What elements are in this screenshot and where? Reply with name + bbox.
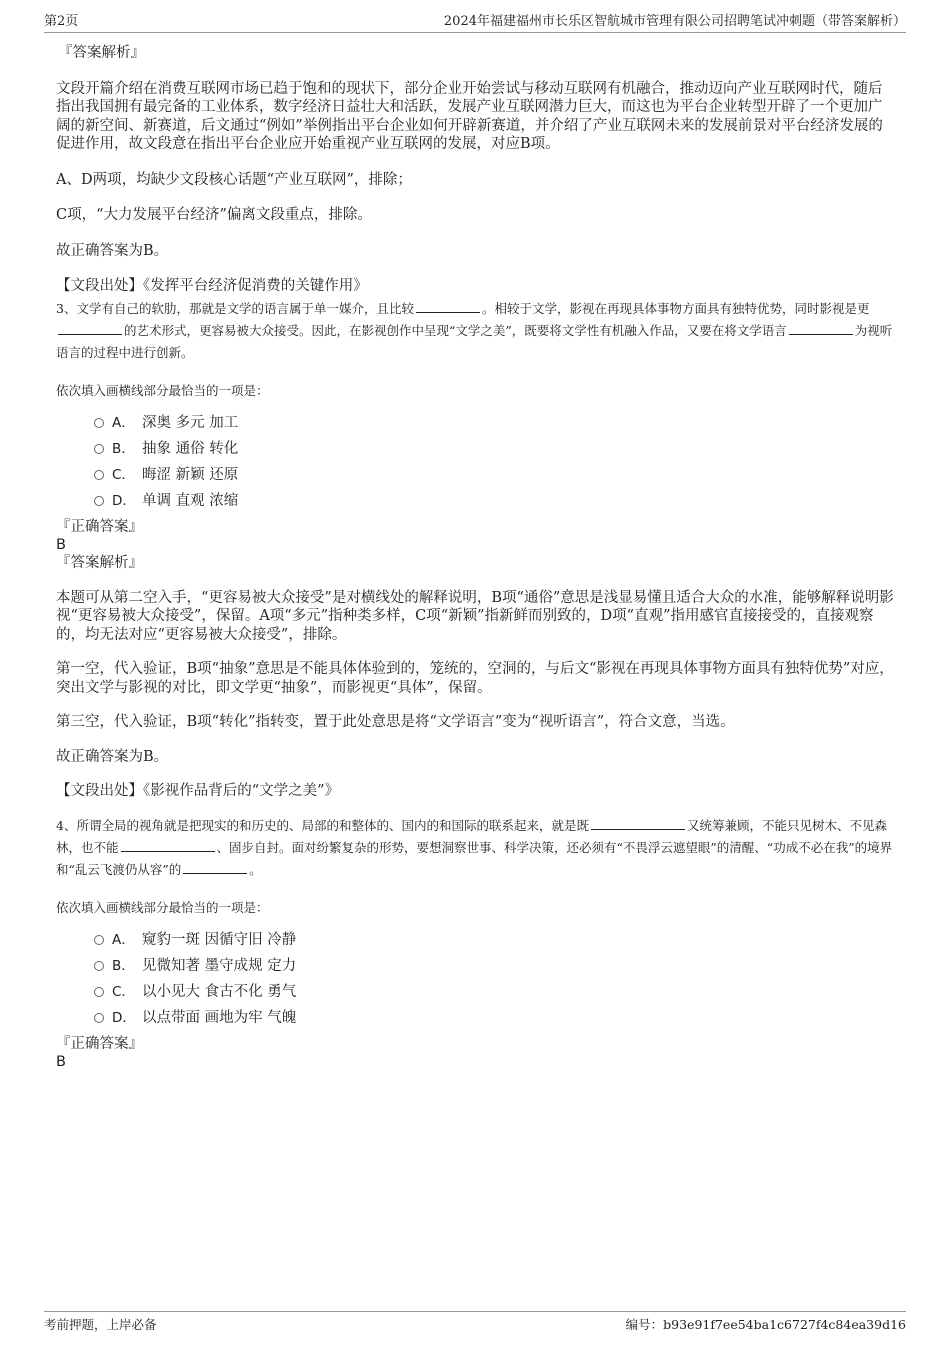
radio-icon[interactable]: [94, 470, 104, 480]
stem-text: 、固步自封。面对纷繁复杂的形势，要想洞察世事、科学决策，还必须有“不畏浮云遮望眼”的清醒、“功成不必在我”的境界和“乱云飞渡仍从容”的: [56, 839, 893, 877]
option-letter: A．: [112, 931, 135, 948]
option-a[interactable]: [94, 927, 894, 953]
analysis-label: 『答案解析』: [56, 555, 143, 571]
options-list: [56, 927, 894, 1031]
option-letter: C．: [112, 466, 135, 483]
option-d[interactable]: [94, 488, 894, 514]
question-stem: [56, 298, 894, 364]
blank-line: [416, 298, 480, 313]
question-prompt: 依次填入画横线部分最恰当的一项是：: [56, 382, 269, 398]
radio-icon[interactable]: [94, 935, 104, 945]
radio-icon[interactable]: [94, 961, 104, 971]
radio-icon[interactable]: [94, 418, 104, 428]
option-text: 以点带面 画地为牢 气魄: [142, 1009, 297, 1026]
option-b[interactable]: [94, 436, 894, 462]
option-text: 以小见大 食古不化 勇气: [142, 983, 297, 1000]
passage-source: 【文段出处】《发挥平台经济促消费的关键作用》: [56, 278, 368, 294]
stem-text: 的艺术形式，更容易被大众接受。因此，在影视创作中呈现“文学之美”，既要将文学性有机融入作品，又要在将文学语言: [124, 322, 787, 338]
stem-text: 。: [249, 861, 262, 877]
analysis-paragraph: C项，“大力发展平台经济”偏离文段重点，排除。: [56, 207, 372, 223]
option-d[interactable]: [94, 1005, 894, 1031]
option-text: 单调 直观 浓缩: [142, 492, 239, 509]
analysis-paragraph: 第一空，代入验证，B项“抽象”意思是不能具体体验到的，笼统的，空洞的，与后文“影视在再现具体事物方面具有独特优势”对应，突出文学与影视的对比，即文学更“抽象”，而影视更“具体”，保留。: [56, 661, 894, 696]
document-title: 2024年福建福州市长乐区智航城市管理有限公司招聘笔试冲刺题（带答案解析）: [443, 14, 906, 29]
analysis-paragraph: 本题可从第二空入手，“更容易被大众接受”是对横线处的解释说明，B项“通俗”意思是浅显易懂且适合大众的水准，能够解释说明影视“更容易被大众接受”，保留。A项“多元”指种类多样，C项“新颖”指新鲜而别致的，D项“直观”指用感官直接接受的，直接观察的，均无法对应“更容易被大众接受”，排除。: [56, 589, 894, 643]
option-letter: D．: [112, 1009, 136, 1026]
option-letter: B．: [112, 440, 135, 457]
stem-text: 为视听语言的过程中进行创新。: [56, 322, 893, 360]
blank-line: [183, 859, 247, 874]
option-letter: D．: [112, 492, 136, 509]
passage-source: 【文段出处】《影视作品背后的“文学之美”》: [56, 783, 340, 799]
option-c[interactable]: [94, 979, 894, 1005]
stem-text: 。相较于文学，影视在再现具体事物方面具有独特优势，同时影视是更: [481, 300, 870, 316]
stem-text: 3、文学有自己的软肋，那就是文学的语言属于单一媒介，且比较: [56, 300, 414, 316]
blank-line: [121, 837, 215, 852]
page-number: 第2页: [44, 14, 79, 29]
option-text: 见微知著 墨守成规 定力: [142, 957, 297, 974]
correct-answer: B: [56, 1054, 66, 1070]
blank-line: [591, 815, 685, 830]
footer-slogan: 考前押题，上岸必备: [44, 1317, 157, 1332]
option-letter: C．: [112, 983, 135, 1000]
question-prompt: 依次填入画横线部分最恰当的一项是：: [56, 899, 269, 915]
stem-text: 又统筹兼顾，不能只见树木、不见森林，也不能: [56, 817, 887, 855]
page-header: [44, 12, 906, 33]
radio-icon[interactable]: [94, 496, 104, 506]
analysis-paragraph: 故正确答案为B。: [56, 242, 169, 259]
option-letter: A．: [112, 414, 135, 431]
analysis-paragraph: 第三空，代入验证，B项“转化”指转变，置于此处意思是将“文学语言”变为“视听语言”，符合文意，当选。: [56, 714, 735, 730]
analysis-paragraph: 故正确答案为B。: [56, 748, 169, 765]
option-text: 抽象 通俗 转化: [142, 440, 239, 457]
options-list: [56, 410, 894, 514]
analysis-paragraph: A、D两项，均缺少文段核心话题“产业互联网”，排除；: [56, 171, 412, 188]
option-c[interactable]: [94, 462, 894, 488]
stem-text: 4、所谓全局的视角就是把现实的和历史的、局部的和整体的、国内的和国际的联系起来，就是既: [56, 817, 589, 833]
option-a[interactable]: [94, 410, 894, 436]
option-text: 晦涩 新颖 还原: [142, 466, 239, 483]
analysis-label: 『答案解析』: [58, 45, 145, 61]
option-letter: B．: [112, 957, 135, 974]
option-text: 窥豹一斑 因循守旧 冷静: [142, 931, 297, 948]
analysis-paragraph: 文段开篇介绍在消费互联网市场已趋于饱和的现状下，部分企业开始尝试与移动互联网有机融合，推动迈向产业互联网时代，随后指出我国拥有最完备的工业体系，数字经济日益壮大和活跃，发展产业互联网潜力巨大，而这也为平台企业转型开辟了一个更加广阔的新空间、新赛道，后文通过“例如”举例指出平台企业如何开辟新赛道，并介绍了产业互联网未来的发展前景对平台经济发展的促进作用，故文段意在指出平台企业应开始重视产业互联网的发展，对应B项。: [56, 80, 883, 152]
option-text: 深奥 多元 加工: [142, 414, 239, 431]
question-stem: [56, 815, 894, 881]
correct-answer-label: 『正确答案』: [56, 518, 143, 535]
option-b[interactable]: [94, 953, 894, 979]
page-footer: [44, 1311, 906, 1334]
radio-icon[interactable]: [94, 1013, 104, 1023]
radio-icon[interactable]: [94, 444, 104, 454]
document-id: 编号：b93e91f7ee54ba1c6727f4c84ea39d16: [625, 1317, 906, 1332]
blank-line: [58, 320, 122, 335]
radio-icon[interactable]: [94, 987, 104, 997]
correct-answer: B: [56, 537, 66, 553]
correct-answer-label: 『正确答案』: [56, 1035, 143, 1052]
blank-line: [789, 320, 853, 335]
page-content: [56, 44, 894, 1071]
